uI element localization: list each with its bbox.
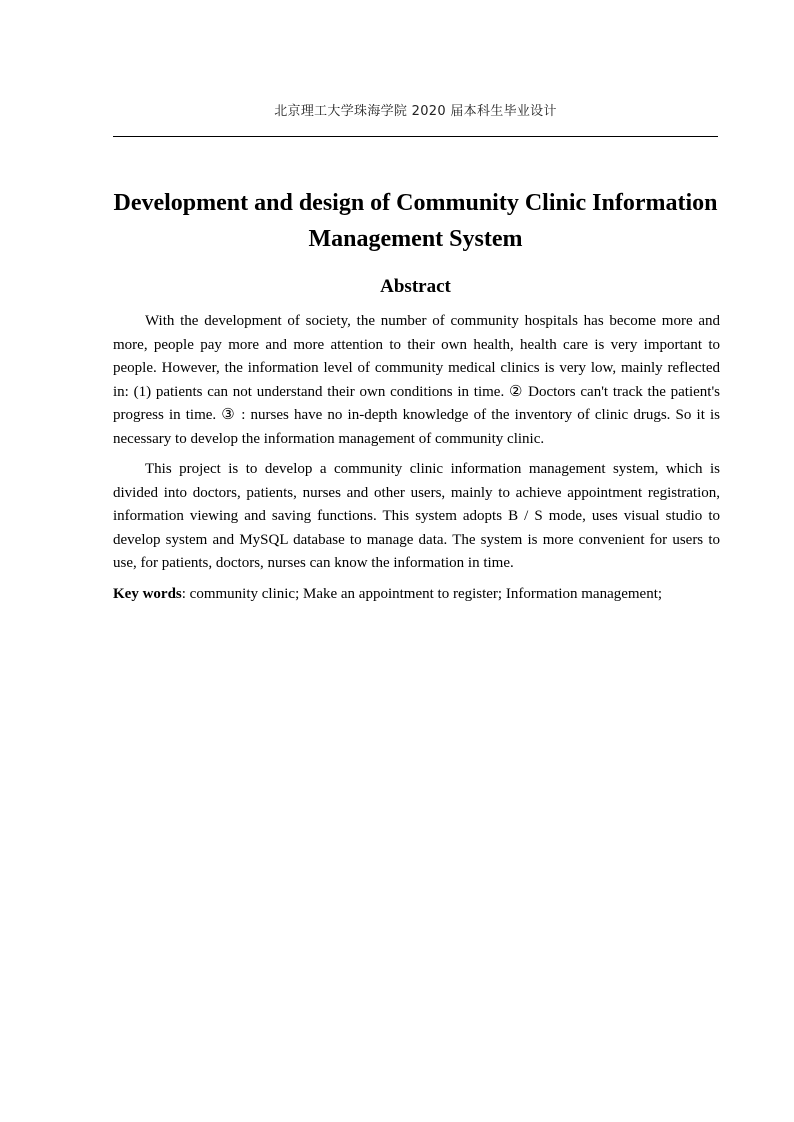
keywords-text: community clinic; Make an appointment to register; Information management; [189, 585, 663, 602]
keywords-line [113, 583, 720, 607]
keywords-label: Key words [113, 585, 182, 602]
header-divider [113, 136, 718, 137]
abstract-body [113, 310, 720, 613]
document-title: Development and design of Community Clinic Information Management System [113, 190, 718, 252]
abstract-paragraph-1: With the development of society, the number of community hospitals has become more and more, people pay more and more attention to their own health, health care is very important to people. However, the information level of community medical clinics is very low, mainly reflected in: (1) patients can not understand their own conditions in time. ② Doctors can't track the patient's progress in time. ③ : nurses have no in-depth knowledge of the inventory of clinic drugs. So it is necessary to develop the information management of community clinic. [113, 313, 720, 447]
running-header: 北京理工大学珠海学院 2020 届本科生毕业设计 [274, 104, 557, 119]
abstract-paragraph-2: This project is to develop a community clinic information management system, which is divided into doctors, patients, nurses and other users, mainly to achieve appointment registration, information viewing and saving functions. This system adopts B / S mode, uses visual studio to develop system and MySQL database to manage data. The system is more convenient for users to use, for patients, doctors, nurses can know the information in time. [113, 461, 720, 571]
keywords-separator: : [181, 585, 190, 602]
abstract-heading: Abstract [380, 276, 451, 297]
